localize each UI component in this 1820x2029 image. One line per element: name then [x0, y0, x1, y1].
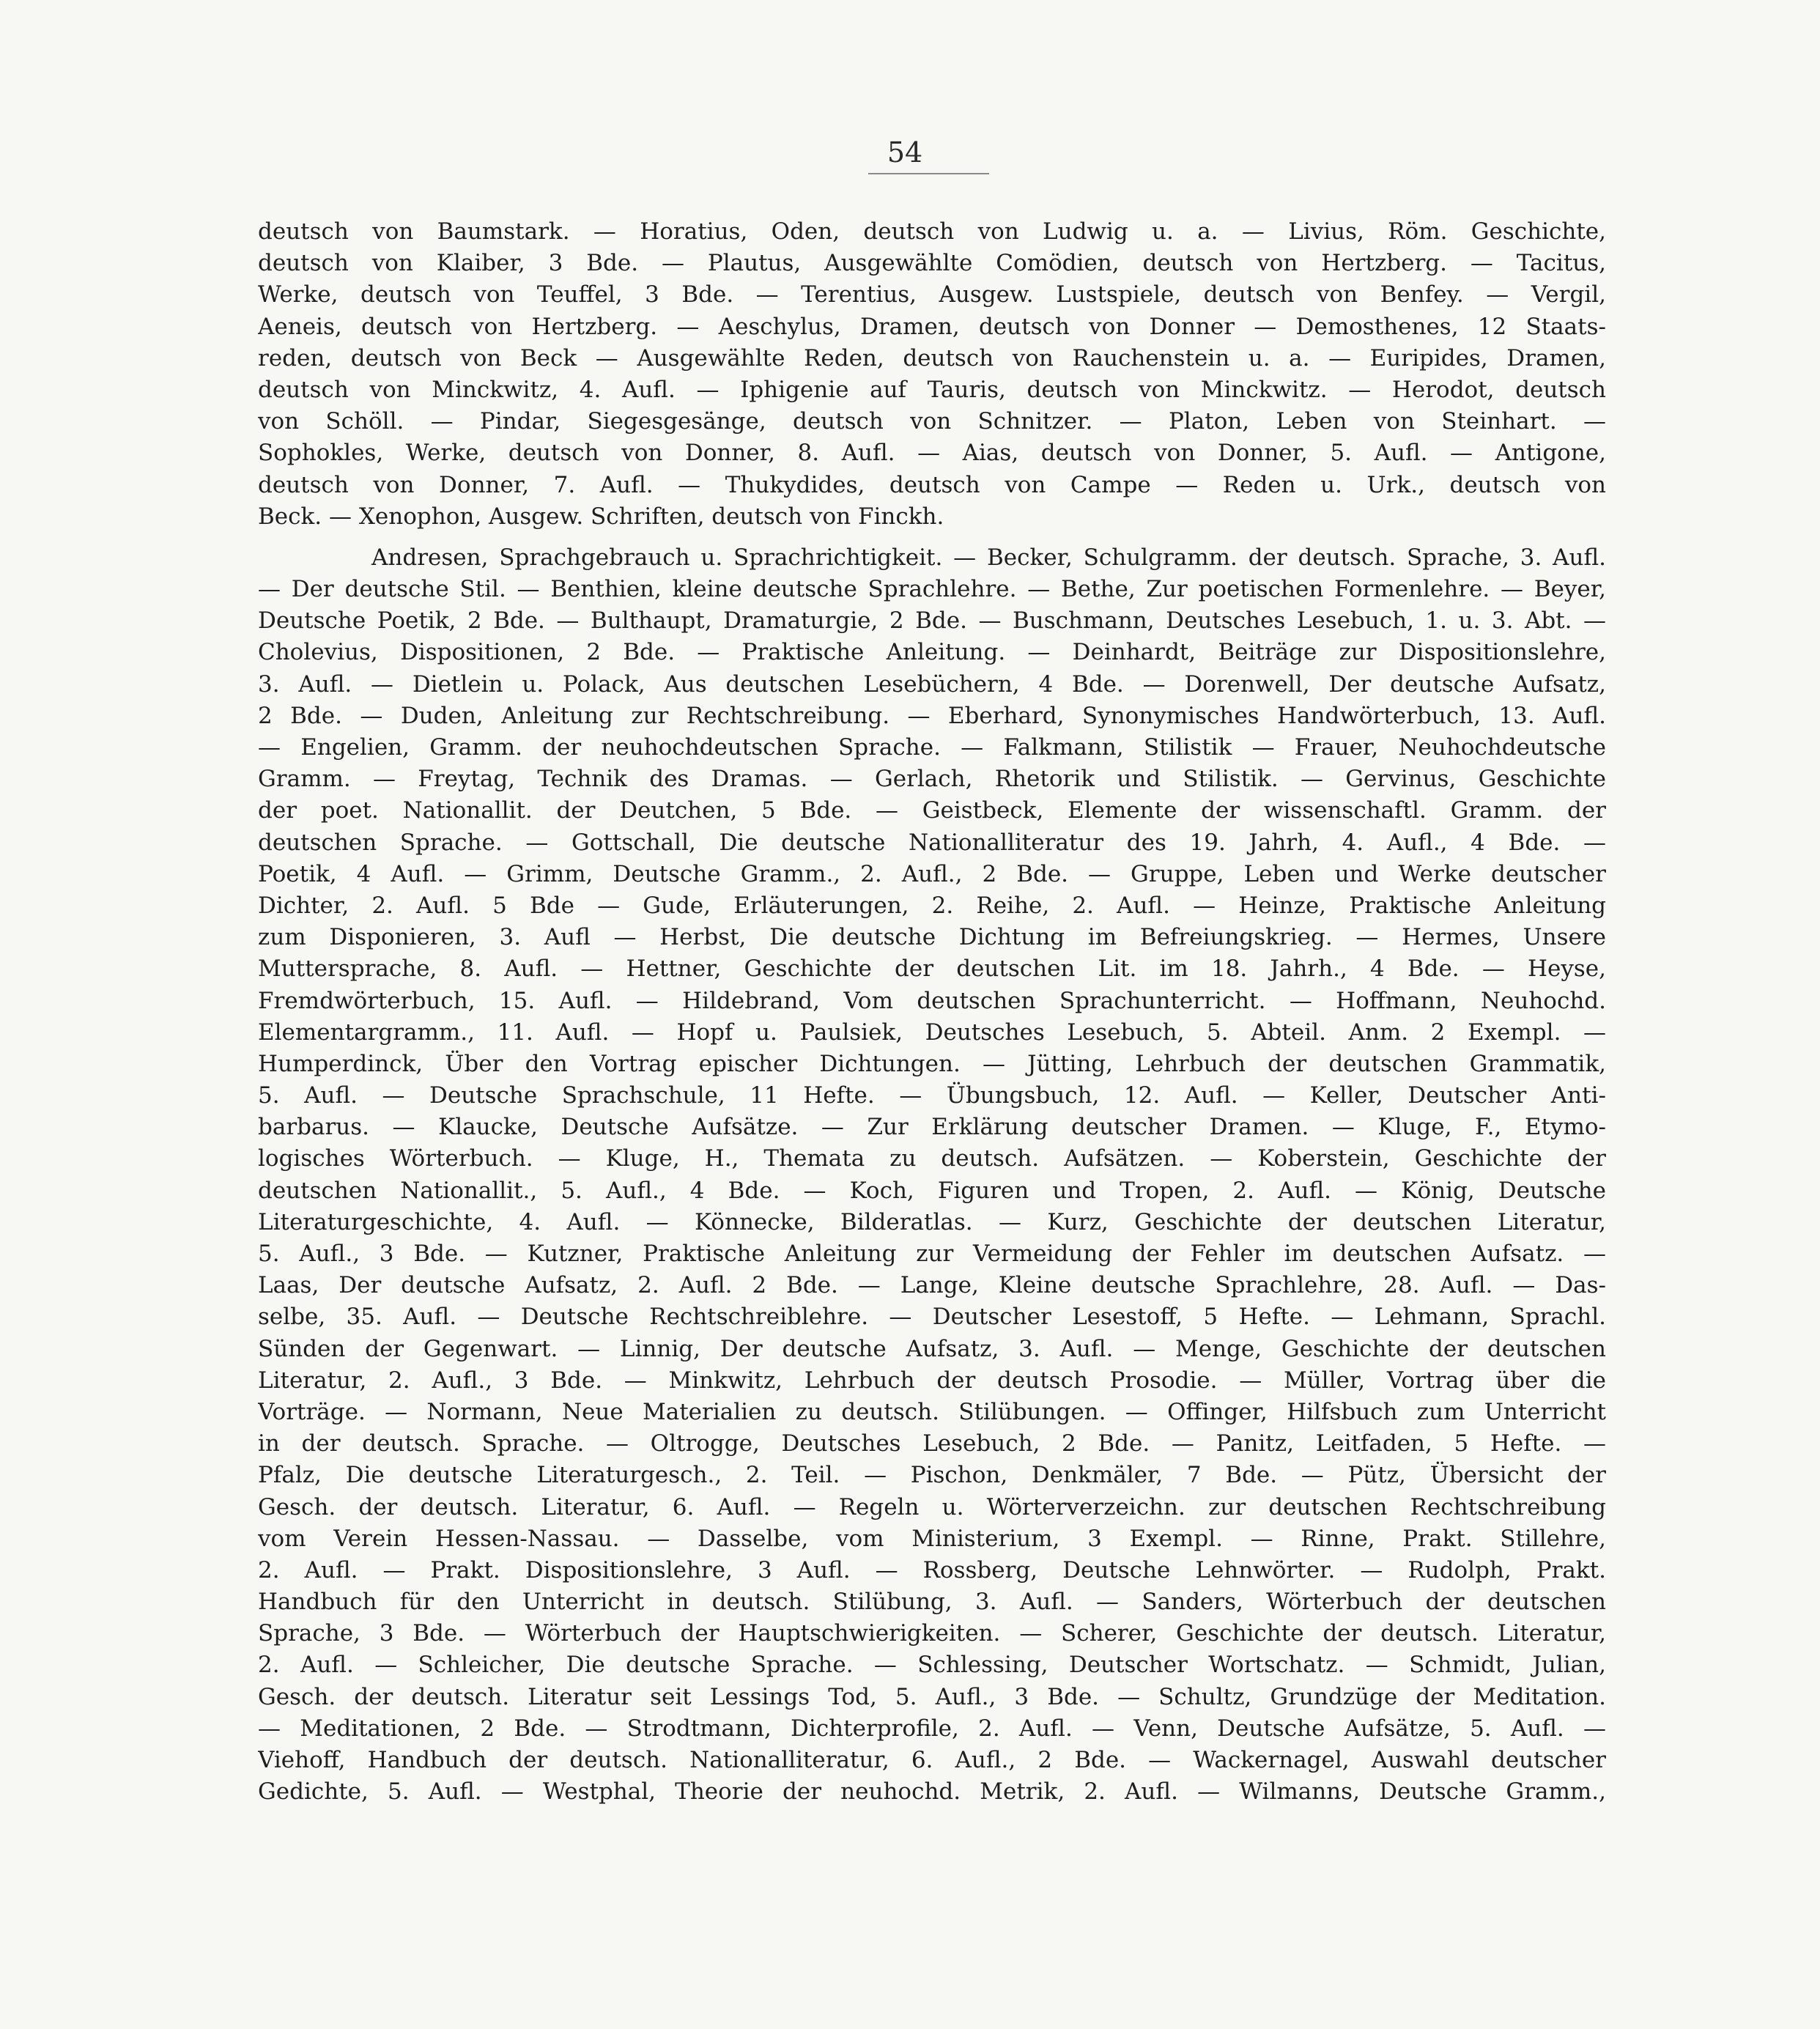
text-line: 5. Aufl., 3 Bde. — Kutzner, Praktische Anleitung zur Vermeidung der Fehler im deutschen Aufsatz. — [258, 1241, 1606, 1267]
text-line: Dichter, 2. Aufl. 5 Bde — Gude, Erläuterungen, 2. Reihe, 2. Aufl. — Heinze, Praktische Anleitung [258, 892, 1606, 919]
page-number: 54 [887, 136, 923, 169]
text-line: Vorträge. — Normann, Neue Materialien zu deutsch. Stilübungen. — Offinger, Hilfsbuch zum Unterricht [258, 1398, 1606, 1425]
text-line: Gesch. der deutsch. Literatur, 6. Aufl. — Regeln u. Wörterverzeichn. zur deutschen Rechtschreibung [258, 1493, 1606, 1520]
text-line: vom Verein Hessen-Nassau. — Dasselbe, vom Ministerium, 3 Exempl. — Rinne, Prakt. Stillehre, [258, 1525, 1606, 1552]
text-line: 2. Aufl. — Prakt. Dispositionslehre, 3 Aufl. — Rossberg, Deutsche Lehnwörter. — Rudolph, Prakt. [258, 1556, 1606, 1583]
text-line: Gramm. — Freytag, Technik des Dramas. — Gerlach, Rhetorik und Stilistik. — Gervinus, Geschichte [258, 766, 1606, 793]
text-line: 5. Aufl. — Deutsche Sprachschule, 11 Hefte. — Übungsbuch, 12. Aufl. — Keller, Deutscher Anti- [258, 1082, 1606, 1109]
text-line: barbarus. — Klaucke, Deutsche Aufsätze. — Zur Erklärung deutscher Dramen. — Kluge, F., Etymo- [258, 1114, 1606, 1141]
paragraph-classics-translations [258, 216, 1606, 533]
text-line: Humperdinck, Über den Vortrag epischer Dichtungen. — Jütting, Lehrbuch der deutschen Grammatik, [258, 1050, 1606, 1077]
text-line: Literatur, 2. Aufl., 3 Bde. — Minkwitz, Lehrbuch der deutsch Prosodie. — Müller, Vortrag über die [258, 1367, 1606, 1394]
text-line: Laas, Der deutsche Aufsatz, 2. Aufl. 2 Bde. — Lange, Kleine deutsche Sprachlehre, 28. Aufl. — Das- [258, 1272, 1606, 1299]
page-number-rule [868, 173, 989, 174]
text-line: Pfalz, Die deutsche Literaturgesch., 2. Teil. — Pischon, Denkmäler, 7 Bde. — Pütz, Übersicht der [258, 1462, 1606, 1489]
text-line: deutsch von Baumstark. — Horatius, Oden, deutsch von Ludwig u. a. — Livius, Röm. Geschichte, [258, 218, 1606, 245]
text-line: von Schöll. — Pindar, Siegesgesänge, deutsch von Schnitzer. — Platon, Leben von Steinhart. — [258, 408, 1606, 435]
text-line: Gesch. der deutsch. Literatur seit Lessings Tod, 5. Aufl., 3 Bde. — Schultz, Grundzüge der Meditation. [258, 1683, 1606, 1710]
text-line: reden, deutsch von Beck — Ausgewählte Reden, deutsch von Rauchenstein u. a. — Euripides, Dramen, [258, 344, 1606, 372]
text-line: logisches Wörterbuch. — Kluge, H., Themata zu deutsch. Aufsätzen. — Koberstein, Geschichte der [258, 1145, 1606, 1172]
text-line: Andresen, Sprachgebrauch u. Sprachrichtigkeit. — Becker, Schulgramm. der deutsch. Sprache, 3. Aufl. [371, 544, 1606, 571]
text-line: Poetik, 4 Aufl. — Grimm, Deutsche Gramm., 2. Aufl., 2 Bde. — Gruppe, Leben und Werke deutscher [258, 860, 1606, 887]
text-line: deutsch von Donner, 7. Aufl. — Thukydides, deutsch von Campe — Reden u. Urk., deutsch von [258, 471, 1606, 498]
text-line: Beck. — Xenophon, Ausgew. Schriften, deutsch von Finckh. [258, 503, 944, 530]
text-line: Muttersprache, 8. Aufl. — Hettner, Geschichte der deutschen Lit. im 18. Jahrh., 4 Bde. — Heyse, [258, 956, 1606, 983]
text-line: Sophokles, Werke, deutsch von Donner, 8. Aufl. — Aias, deutsch von Donner, 5. Aufl. — Antigone, [258, 440, 1606, 467]
text-line: Sünden der Gegenwart. — Linnig, Der deutsche Aufsatz, 3. Aufl. — Menge, Geschichte der deutschen [258, 1335, 1606, 1362]
text-line: Werke, deutsch von Teuffel, 3 Bde. — Terentius, Ausgew. Lustspiele, deutsch von Benfey. — Vergil, [258, 281, 1606, 308]
text-line: zum Disponieren, 3. Aufl — Herbst, Die deutsche Dichtung im Befreiungskrieg. — Hermes, Unsere [258, 924, 1606, 951]
text-line: deutschen Sprache. — Gottschall, Die deutsche Nationalliteratur des 19. Jahrh, 4. Aufl., 4 Bde. — [258, 829, 1606, 856]
text-line: Handbuch für den Unterricht in deutsch. Stilübung, 3. Aufl. — Sanders, Wörterbuch der deutschen [258, 1589, 1606, 1616]
text-line: in der deutsch. Sprache. — Oltrogge, Deutsches Lesebuch, 2 Bde. — Panitz, Leitfaden, 5 Hefte. — [258, 1430, 1606, 1457]
text-line: deutsch von Klaiber, 3 Bde. — Plautus, Ausgewählte Comödien, deutsch von Hertzberg. — Tacitus, [258, 250, 1606, 277]
text-line: Sprache, 3 Bde. — Wörterbuch der Hauptschwierigkeiten. — Scherer, Geschichte der deutsch. Literatur, [258, 1620, 1606, 1647]
text-line: der poet. Nationallit. der Deutchen, 5 Bde. — Geistbeck, Elemente der wissenschaftl. Gramm. der [258, 797, 1606, 824]
text-line: Viehoff, Handbuch der deutsch. Nationalliteratur, 6. Aufl., 2 Bde. — Wackernagel, Auswahl deutscher [258, 1747, 1606, 1773]
text-line: Gedichte, 5. Aufl. — Westphal, Theorie der neuhochd. Metrik, 2. Aufl. — Wilmanns, Deutsche Gramm., [258, 1778, 1606, 1806]
bibliography-text [258, 216, 1606, 1808]
text-line: 2 Bde. — Duden, Anleitung zur Rechtschreibung. — Eberhard, Synonymisches Handwörterbuch, 13. Aufl. [258, 702, 1606, 729]
text-line: — Engelien, Gramm. der neuhochdeutschen Sprache. — Falkmann, Stilistik — Frauer, Neuhochdeutsche [258, 734, 1606, 761]
text-line: deutschen Nationallit., 5. Aufl., 4 Bde. — Koch, Figuren und Tropen, 2. Aufl. — König, Deutsche [258, 1177, 1606, 1204]
text-line: 3. Aufl. — Dietlein u. Polack, Aus deutschen Lesebüchern, 4 Bde. — Dorenwell, Der deutsche Aufsatz, [258, 670, 1606, 698]
text-line: Deutsche Poetik, 2 Bde. — Bulthaupt, Dramaturgie, 2 Bde. — Buschmann, Deutsches Lesebuch, 1. u. 3. Abt. — [258, 607, 1606, 635]
text-line: — Der deutsche Stil. — Benthien, kleine deutsche Sprachlehre. — Bethe, Zur poetischen Formenlehre. — Beyer, [258, 576, 1606, 603]
text-line: Cholevius, Dispositionen, 2 Bde. — Praktische Anleitung. — Deinhardt, Beiträge zur Dispositionslehre, [258, 639, 1606, 666]
paragraph-gap [258, 533, 1606, 542]
text-line: 2. Aufl. — Schleicher, Die deutsche Sprache. — Schlessing, Deutscher Wortschatz. — Schmidt, Julian, [258, 1652, 1606, 1679]
text-line: deutsch von Minckwitz, 4. Aufl. — Iphigenie auf Tauris, deutsch von Minckwitz. — Herodot, deutsch [258, 376, 1606, 403]
text-line: Aeneis, deutsch von Hertzberg. — Aeschylus, Dramen, deutsch von Donner — Demosthenes, 12 Staats- [258, 313, 1606, 340]
text-line: selbe, 35. Aufl. — Deutsche Rechtschreiblehre. — Deutscher Lesestoff, 5 Hefte. — Lehmann, Sprachl. [258, 1304, 1606, 1331]
text-line: Literaturgeschichte, 4. Aufl. — Könnecke, Bilderatlas. — Kurz, Geschichte der deutschen Literatur, [258, 1208, 1606, 1235]
text-line: Elementargramm., 11. Aufl. — Hopf u. Paulsiek, Deutsches Lesebuch, 5. Abteil. Anm. 2 Exempl. — [258, 1019, 1606, 1046]
text-line: — Meditationen, 2 Bde. — Strodtmann, Dichterprofile, 2. Aufl. — Venn, Deutsche Aufsätze, 5. Aufl. — [258, 1715, 1606, 1742]
text-line: Fremdwörterbuch, 15. Aufl. — Hildebrand, Vom deutschen Sprachunterricht. — Hoffmann, Neuhochd. [258, 987, 1606, 1014]
paragraph-german-language-works [258, 542, 1606, 1808]
